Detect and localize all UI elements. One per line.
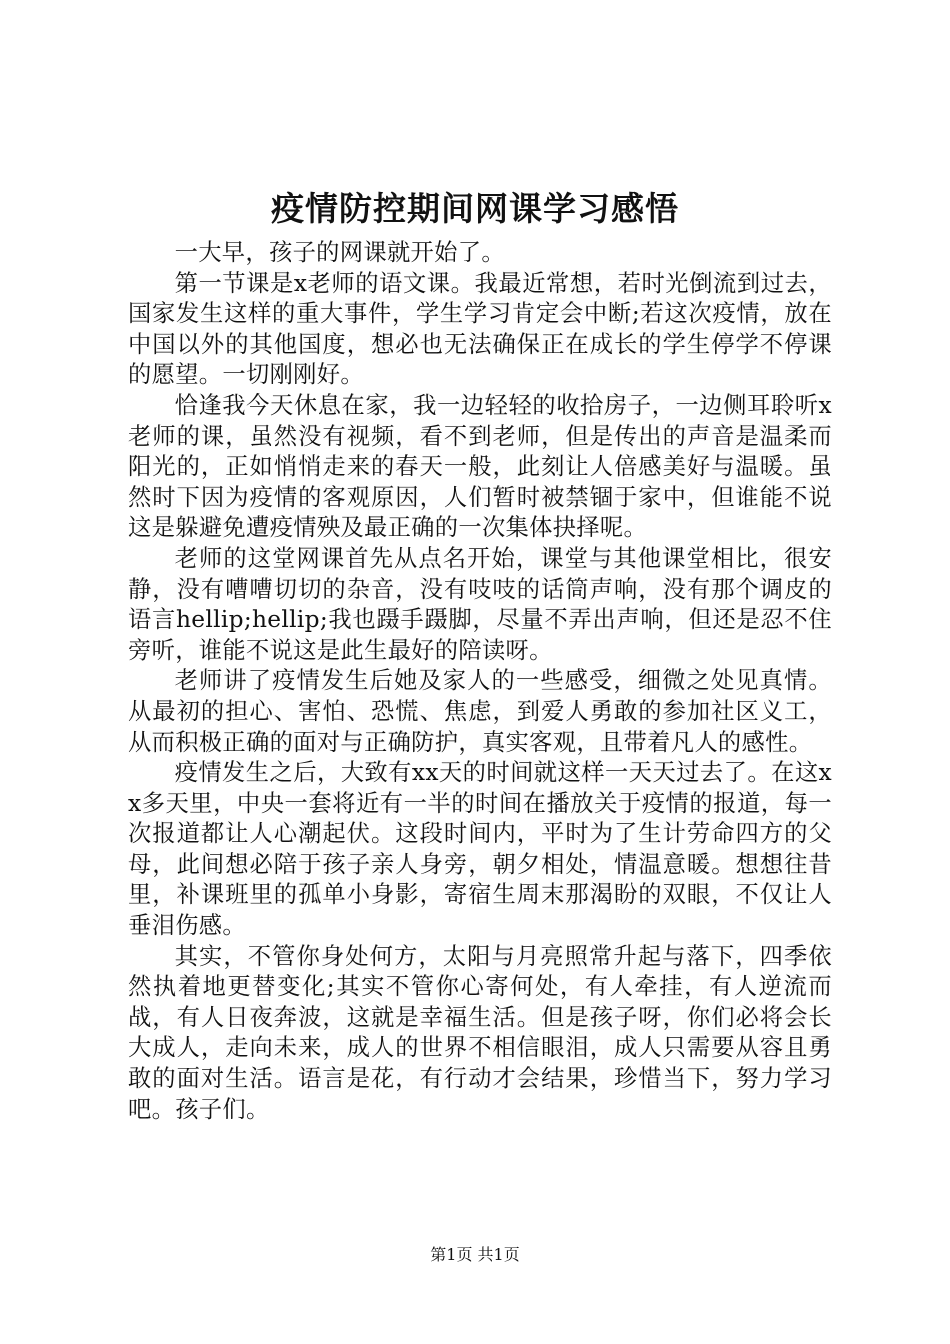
paragraph: 老师的这堂网课首先从点名开始，课堂与其他课堂相比，很安静，没有嘈嘈切切的杂音，没有吱吱的话筒声响，没有那个调皮的语言hellip;hellip;我也蹑手蹑脚，尽量不弄出声响，但还是忍不住旁听，谁能不说这是此生最好的陪读呀。 — [128, 544, 832, 664]
paragraph: 一大早，孩子的网课就开始了。 — [174, 239, 505, 266]
paragraph: 其实，不管你身处何方，太阳与月亮照常升起与落下，四季依然执着地更替变化;其实不管你心寄何处，有人牵挂，有人逆流而战，有人日夜奔波，这就是幸福生活。但是孩子呀，你们必将会长大成人，走向未来，成人的世界不相信眼泪，成人只需要从容且勇敢的面对生活。语言是花，有行动才会结果，珍惜当下，努力学习吧。孩子们。 — [128, 942, 832, 1123]
paragraph: 老师讲了疫情发生后她及家人的一些感受，细微之处见真情。从最初的担心、害怕、恐慌、焦虑，到爱人勇敢的参加社区义工，从而积极正确的面对与正确防护，真实客观，且带着凡人的感性。 — [128, 667, 832, 756]
document-body — [128, 238, 832, 1125]
page-footer: 第1页 共1页 — [430, 1245, 520, 1264]
document-title: 疫情防控期间网课学习感悟 — [271, 189, 679, 228]
paragraph: 恰逢我今天休息在家，我一边轻轻的收拾房子，一边侧耳聆听x老师的课，虽然没有视频，看不到老师，但是传出的声音是温柔而阳光的，正如悄悄走来的春天一般，此刻让人倍感美好与温暖。虽然时下因为疫情的客观原因，人们暂时被禁锢于家中，但谁能不说这是躲避免遭疫情殃及最正确的一次集体抉择呢。 — [128, 391, 832, 542]
paragraph: 疫情发生之后，大致有xx天的时间就这样一天天过去了。在这xx多天里，中央一套将近有一半的时间在播放关于疫情的报道，每一次报道都让人心潮起伏。这段时间内，平时为了生计劳命四方的父母，此间想必陪于孩子亲人身旁，朝夕相处，情温意暖。想想往昔里，补课班里的孤单小身影，寄宿生周末那渴盼的双眼，不仅让人垂泪伤感。 — [128, 759, 832, 940]
paragraph: 第一节课是x老师的语文课。我最近常想，若时光倒流到过去，国家发生这样的重大事件，学生学习肯定会中断;若这次疫情，放在中国以外的其他国度，想必也无法确保正在成长的学生停学不停课的愿望。一切刚刚好。 — [128, 269, 832, 389]
